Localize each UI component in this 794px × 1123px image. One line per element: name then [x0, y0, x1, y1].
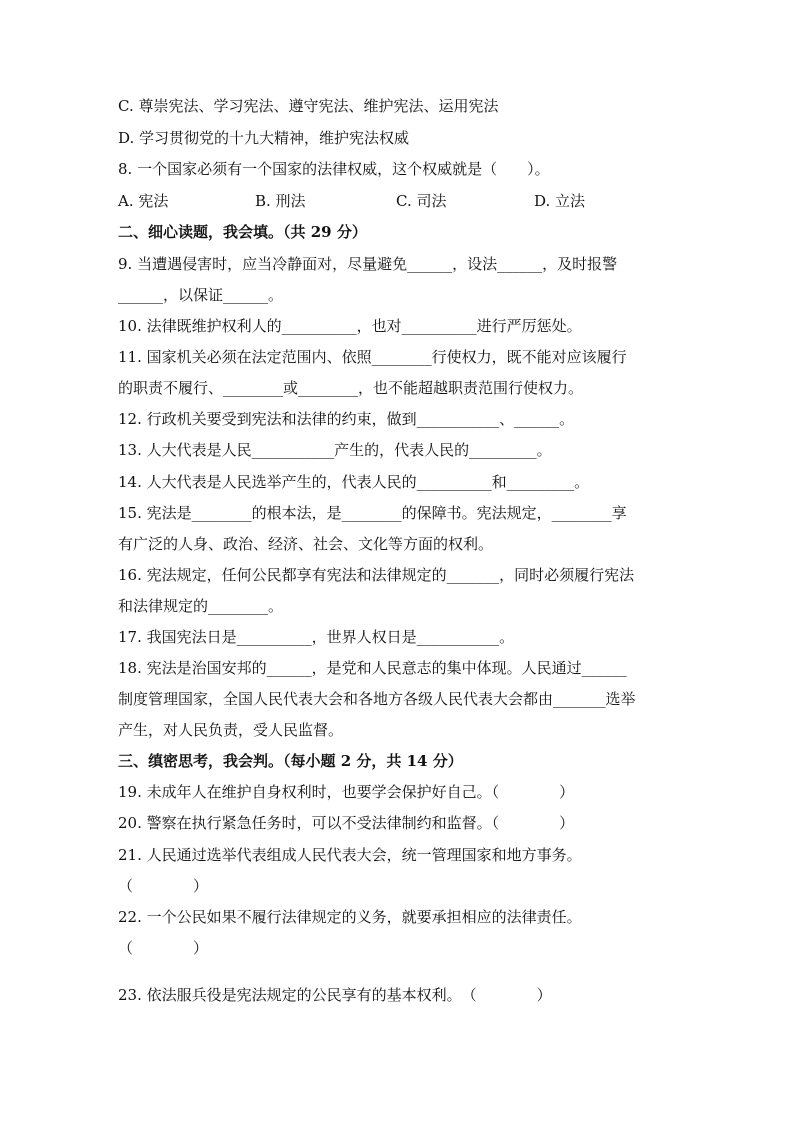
question-21-line1: 21. 人民通过选举代表组成人民代表大会，统一管理国家和地方事务。: [118, 846, 582, 864]
question-11-line1: 11. 国家机关必须在法定范围内、依照________行使权力，既不能对应该履行: [118, 348, 627, 366]
q8-option-a: A. 宪法: [118, 192, 169, 210]
question-18-line1: 18. 宪法是治国安邦的______，是党和人民意志的集中体现。人民通过______: [118, 659, 627, 677]
question-8-options: [118, 191, 678, 211]
option-d-text: D. 学习贯彻党的十九大精神，维护宪法权威: [118, 129, 410, 147]
question-22-line1: 22. 一个公民如果不履行法律规定的义务，就要承担相应的法律责任。: [118, 908, 582, 926]
question-15-line2: 有广泛的人身、政治、经济、社会、文化等方面的权利。: [118, 535, 494, 553]
question-22-answer: （ ）: [118, 939, 209, 957]
question-8: 8. 一个国家必须有一个国家的法律权威，这个权威就是（ ）。: [118, 160, 550, 178]
q8-option-b: B. 刑法: [255, 192, 306, 210]
section-2-heading: 二、细心读题，我会填。（共 29 分）: [118, 223, 367, 241]
question-14: 14. 人大代表是人民选举产生的，代表人民的__________和_________。: [118, 473, 590, 491]
q8-option-c: C. 司法: [396, 192, 447, 210]
question-9-line1: 9. 当遭遇侵害时，应当冷静面对，尽量避免______，设法______，及时报警: [118, 255, 618, 273]
question-17: 17. 我国宪法日是__________，世界人权日是___________。: [118, 628, 515, 646]
section-3-heading: 三、缜密思考，我会判。（每小题 2 分，共 14 分）: [118, 752, 463, 770]
question-11-line2: 的职责不履行、________或________，也不能超越职责范围行使权力。: [118, 379, 584, 397]
question-20: 20. 警察在执行紧急任务时，可以不受法律制约和监督。（ ）: [118, 814, 575, 832]
question-9-line2: ______，以保证______。: [118, 286, 284, 304]
question-16-line2: 和法律规定的________。: [118, 597, 284, 615]
option-c-text: C. 尊崇宪法、学习宪法、遵守宪法、维护宪法、运用宪法: [118, 97, 499, 115]
question-13: 13. 人大代表是人民___________产生的，代表人民的_________。: [118, 441, 552, 459]
question-18-line2: 制度管理国家，全国人民代表大会和各地方各级人民代表大会都由_______选举: [118, 690, 636, 708]
question-23: 23. 依法服兵役是宪法规定的公民享有的基本权利。 （ ）: [118, 986, 552, 1004]
question-18-line3: 产生，对人民负责，受人民监督。: [118, 721, 344, 739]
question-16-line1: 16. 宪法规定，任何公民都享有宪法和法律规定的_______，同时必须履行宪法: [118, 566, 635, 584]
question-12: 12. 行政机关要受到宪法和法律的约束，做到___________、______。: [118, 410, 575, 428]
question-21-answer: （ ）: [118, 877, 209, 895]
question-10: 10. 法律既维护权利人的__________，也对__________进行严厉惩处。: [118, 317, 582, 335]
question-15-line1: 15. 宪法是________的根本法，是________的保障书。宪法规定，________享: [118, 504, 627, 522]
q8-option-d: D. 立法: [534, 192, 586, 210]
question-19: 19. 未成年人在维护自身权利时，也要学会保护好自己。（ ）: [118, 783, 575, 801]
